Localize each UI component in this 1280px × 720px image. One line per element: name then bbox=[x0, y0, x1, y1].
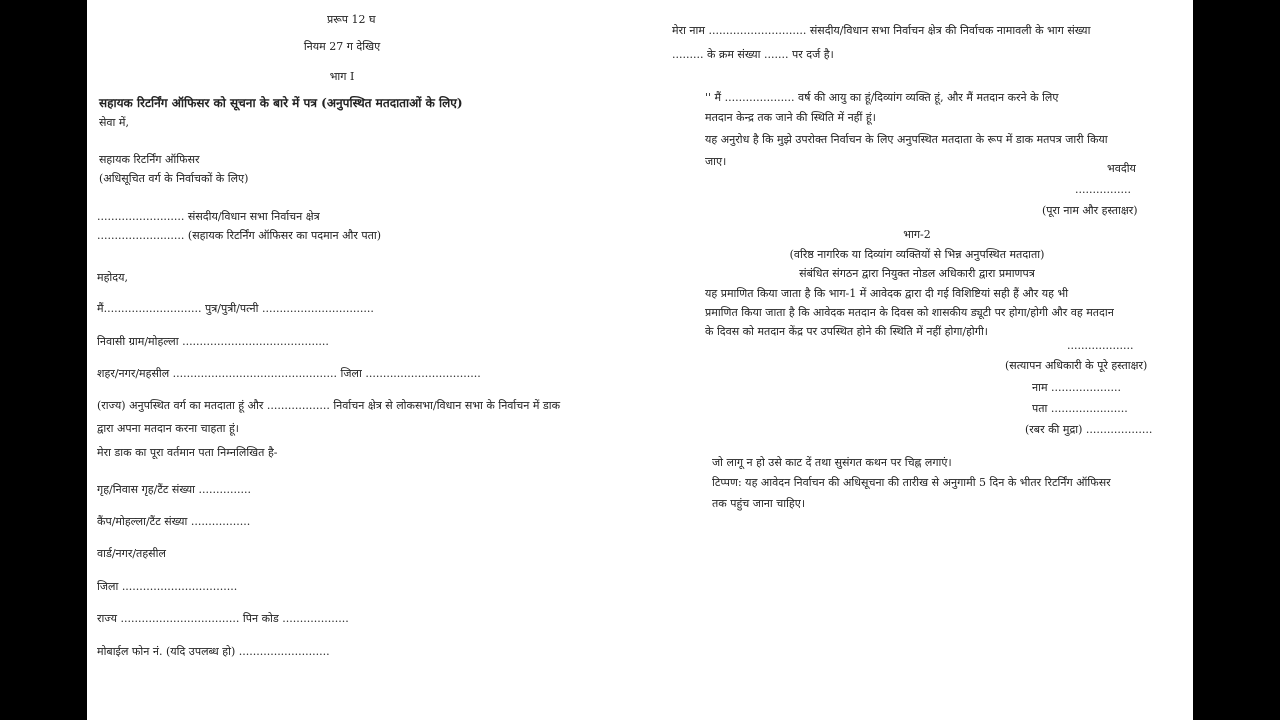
roll-entry-line-2: ......... के क्रम संख्या ....... पर दर्ज है। bbox=[672, 48, 834, 61]
rubber-stamp-line: (रबर की मुद्रा) ................... bbox=[1025, 423, 1153, 436]
voter-statement-line-2: द्वारा अपना मतदान करना चाहता हूं। bbox=[97, 422, 239, 435]
officer-address-line: पता ...................... bbox=[1032, 402, 1128, 415]
certificate-line-2: प्रमाणित किया जाता है कि आवेदक मतदान के दिवस को शासकीय ड्यूटी पर होगा/होगी और वह मतदान bbox=[705, 306, 1114, 319]
note-deadline-line-2: तक पहुंच जाना चाहिए। bbox=[712, 497, 806, 510]
salutation-sir: महोदय, bbox=[97, 271, 128, 284]
form-heading: सहायक रिटर्निंग ऑफिसर को सूचना के बारे में पत्र (अनुपस्थित मतदाताओं के लिए) bbox=[99, 96, 463, 110]
applicant-signature-line: ................ bbox=[1075, 183, 1131, 196]
voter-statement-line-1: (राज्य) अनुपस्थित वर्ग का मतदाता हूं और .................. निर्वाचन क्षेत्र से लोकसभा/विधान सभा के निर्वाचन में डाक bbox=[97, 399, 561, 412]
rule-reference: नियम 27 ग देखिए bbox=[303, 40, 381, 53]
ward-line: वार्ड/नगर/तहसील bbox=[97, 547, 166, 560]
mobile-line: मोबाईल फोन नं. (यदि उपलब्ध हो) .......................... bbox=[97, 645, 330, 658]
full-name-signature-label: (पूरा नाम और हस्ताक्षर) bbox=[1042, 204, 1138, 217]
applicant-name-line: मैं............................ पुत्र/पुत्री/पत्नी ................................ bbox=[97, 302, 374, 315]
form-number: प्ररूप 12 घ bbox=[327, 13, 376, 26]
salutation-to: सेवा में, bbox=[99, 116, 129, 129]
age-statement-line-2: मतदान केन्द्र तक जाने की स्थिति में नहीं हूं। bbox=[705, 111, 876, 124]
age-statement-line-1: '' मैं .................... वर्ष की आयु का हूं/दिव्यांग व्यक्ति हूं, और मैं मतदान करने के लिए bbox=[705, 91, 1059, 104]
part-1-label: भाग I bbox=[329, 70, 355, 83]
part-2-subtitle-1: (वरिष्ठ नागरिक या दिव्यांग व्यक्तियों से भिन्न अनुपस्थित मतदाता) bbox=[789, 248, 1045, 261]
village-line: निवासी ग्राम/मोहल्ला .......................................... bbox=[97, 335, 329, 348]
yours-faithfully: भवदीय bbox=[1107, 162, 1136, 175]
note-deadline-line-1: टिप्पण: यह आवेदन निर्वाचन की अधिसूचना की तारीख से अनुगामी 5 दिन के भीतर रिटर्निंग ऑफिसर bbox=[712, 476, 1111, 489]
aro-title: सहायक रिटर्निंग ऑफिसर bbox=[99, 153, 200, 166]
officer-signature-label: (सत्यापन अधिकारी के पूरे हस्ताक्षर) bbox=[1005, 359, 1148, 372]
constituency-line: ......................... संसदीय/विधान सभा निर्वाचन क्षेत्र bbox=[97, 210, 320, 223]
district-line: जिला ................................. bbox=[97, 580, 238, 593]
officer-name-line: नाम .................... bbox=[1032, 381, 1121, 394]
postal-address-intro: मेरा डाक का पूरा वर्तमान पता निम्नलिखित है- bbox=[97, 446, 278, 459]
certificate-line-1: यह प्रमाणित किया जाता है कि भाग-1 में आवेदक द्वारा दी गई विशिष्टियां सही हैं और यह भी bbox=[705, 287, 1069, 300]
city-district-line: शहर/नगर/महसील ............................................... जिला ................................. bbox=[97, 367, 481, 380]
aro-address-line: ......................... (सहायक रिटर्निंग ऑफिसर का पदमान और पता) bbox=[97, 229, 382, 242]
state-pin-line: राज्य .................................. पिन कोड ................... bbox=[97, 612, 349, 625]
form-page bbox=[87, 0, 1193, 720]
part-2-subtitle-2: संबंधित संगठन द्वारा नियुक्त नोडल अधिकारी द्वारा प्रमाणपत्र bbox=[799, 267, 1035, 280]
part-2-label: भाग-2 bbox=[903, 228, 931, 241]
aro-subtitle: (अधिसूचित वर्ग के निर्वाचकों के लिए) bbox=[99, 172, 249, 185]
request-line-1: यह अनुरोध है कि मुझे उपरोक्त निर्वाचन के लिए अनुपस्थित मतदाता के रूप में डाक मतपत्र जारी किया bbox=[705, 133, 1108, 146]
camp-number-line: कैंप/मोहल्ला/टैंट संख्या ................. bbox=[97, 515, 251, 528]
officer-signature-line: ................... bbox=[1067, 339, 1134, 352]
house-number-line: गृह/निवास गृह/टैंट संख्या ............... bbox=[97, 483, 251, 496]
roll-entry-line-1: मेरा नाम ............................ संसदीय/विधान सभा निर्वाचन क्षेत्र की निर्वाचक नामावली के भाग संख्या bbox=[672, 24, 1091, 37]
certificate-line-3: के दिवस को मतदान केंद्र पर उपस्थित होने की स्थिति में नहीं होगा/होगी। bbox=[705, 325, 988, 338]
request-line-2: जाए। bbox=[705, 155, 727, 168]
note-strike-out: जो लागू न हो उसे काट दें तथा सुसंगत कथन पर चिह्न लगाएं। bbox=[712, 456, 952, 469]
